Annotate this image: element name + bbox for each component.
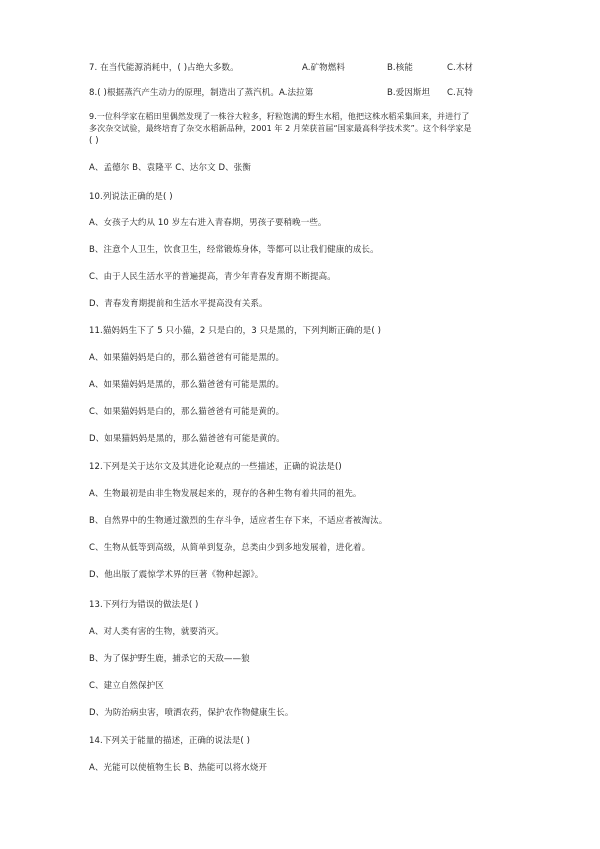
question-10-option-a: A、女孩子大约从 10 岁左右进入青春期，男孩子要稍晚一些。 xyxy=(89,218,327,228)
question-12-option-b: B、自然界中的生物通过激烈的生存斗争，适应者生存下来，不适应者被淘汰。 xyxy=(89,516,388,526)
question-14-options: A、光能可以使植物生长 B、热能可以将水烧开 xyxy=(89,763,268,773)
question-13-option-c: C、建立自然保护区 xyxy=(89,681,164,691)
question-7-option-a: A.矿物燃料 xyxy=(302,63,345,73)
question-12-option-d: D、他出版了震惊学术界的巨著《物种起源》。 xyxy=(89,570,264,580)
question-9-line-3: ( ) xyxy=(89,136,99,146)
question-10-option-b: B、注意个人卫生，饮食卫生，经常锻炼身体，等都可以让我们健康的成长。 xyxy=(89,245,379,255)
question-9-line-2: 多次杂交试验，最终培育了杂交水稻新品种，2001 年 2 月荣获首届“国家最高科学技术奖”。这个科学家是 xyxy=(89,124,472,133)
question-14-stem: 14.下列关于能量的描述，正确的说法是( ) xyxy=(89,736,251,746)
question-7-stem: 7. 在当代能源消耗中，( )占绝大多数。 xyxy=(89,63,239,73)
question-9-options: A、孟德尔 B、袁隆平 C、达尔文 D、张衡 xyxy=(89,163,251,173)
question-13-option-b: B、为了保护野生鹿，捕杀它的天敌——狼 xyxy=(89,654,250,664)
question-11-stem: 11.猫妈妈生下了 5 只小猫，2 只是白的，3 只是黑的，下列判断正确的是( ) xyxy=(89,326,381,336)
question-12-option-a: A、生物最初是由非生物发展起来的，现存的各种生物有着共同的祖先。 xyxy=(89,489,362,499)
question-11-option-a1: A、如果猫妈妈是白的，那么猫爸爸有可能是黑的。 xyxy=(89,353,285,363)
question-7 xyxy=(89,62,529,74)
question-7-option-c: C.木材 xyxy=(447,63,474,73)
question-13-option-a: A、对人类有害的生物，就要消灭。 xyxy=(89,627,224,637)
question-9-line-1: 9.一位科学家在稻田里偶然发现了一株谷大粒多，籽粒饱满的野生水稻，他把这株水稻采集回来，并进行了 xyxy=(89,112,470,121)
question-8-option-b: B.爱因斯坦 xyxy=(387,88,431,98)
question-12-option-c: C、生物从低等到高级，从简单到复杂，总类由少到多地发展着，进化着。 xyxy=(89,543,371,553)
question-11-option-d: D、如果猫妈妈是黑的，那么猫爸爸有可能是黄的。 xyxy=(89,434,285,444)
question-8-option-c: C.瓦特 xyxy=(447,88,474,98)
question-8-stem: 8.( )根据蒸汽产生动力的原理，制造出了蒸汽机。A.法拉第 xyxy=(89,88,314,98)
question-13-stem: 13.下列行为错误的做法是( ) xyxy=(89,600,199,610)
question-7-option-b: B.核能 xyxy=(387,63,413,73)
question-10-stem: 10.列说法正确的是( ) xyxy=(89,192,173,202)
question-10-option-c: C、由于人民生活水平的普遍提高，青少年青春发育期不断提高。 xyxy=(89,272,336,282)
question-11-option-c: C、如果猫妈妈是白的，那么猫爸爸有可能是黄的。 xyxy=(89,407,285,417)
question-12-stem: 12.下列是关于达尔文及其进化论观点的一些描述，正确的说法是() xyxy=(89,462,342,472)
question-11-option-a2: A、如果猫妈妈是黑的，那么猫爸爸有可能是黑的。 xyxy=(89,380,285,390)
question-10-option-d: D、青春发育期提前和生活水平提高没有关系。 xyxy=(89,299,268,309)
question-8 xyxy=(89,87,529,99)
question-13-option-d: D、为防治病虫害，喷洒农药，保护农作物健康生长。 xyxy=(89,708,294,718)
